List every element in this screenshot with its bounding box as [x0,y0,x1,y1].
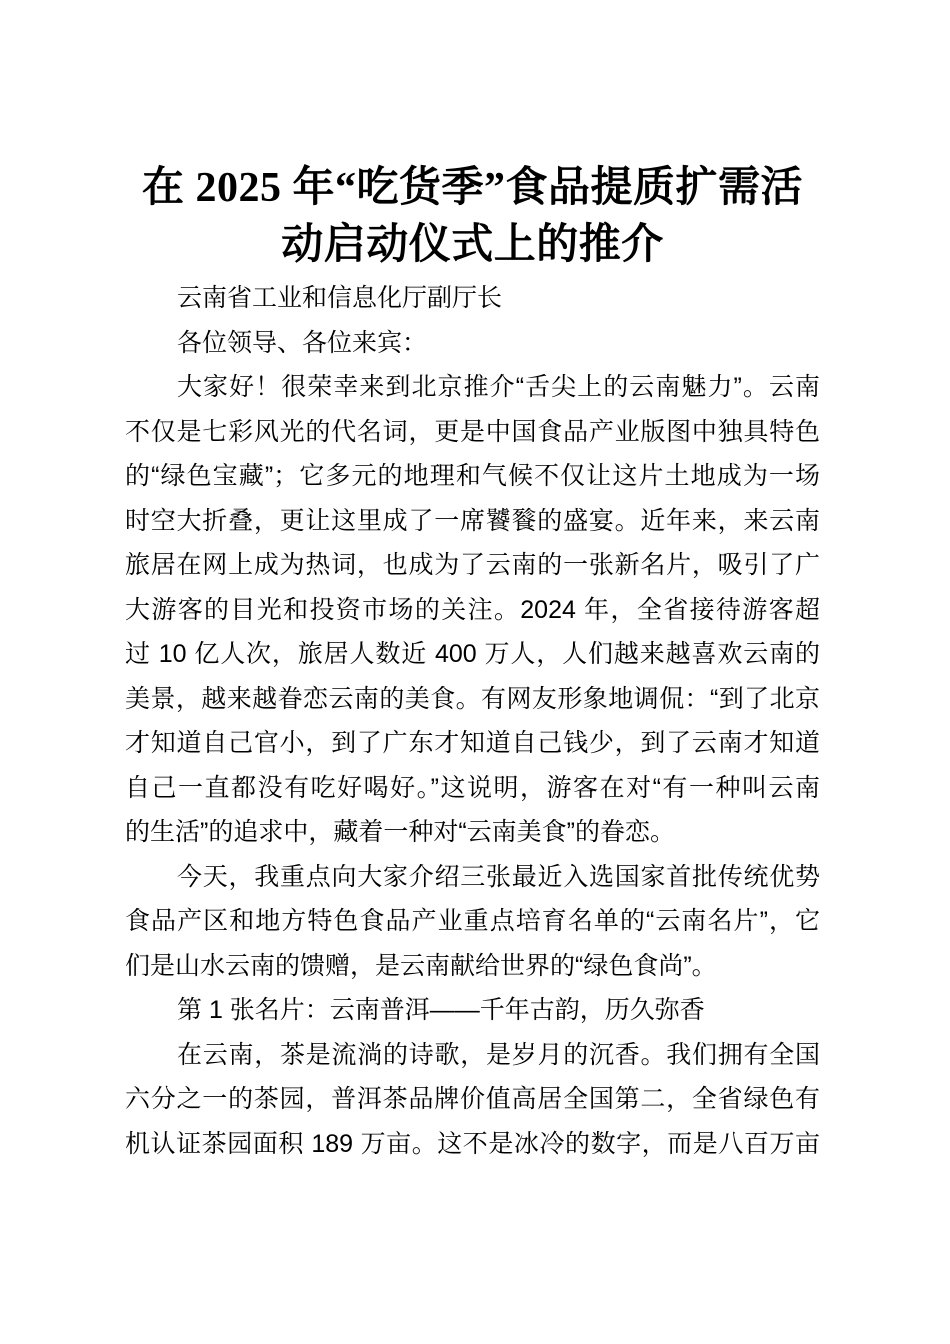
text-line: 们是山水云南的馈赠，是云南献给世界的“绿色食尚”。 [125,951,717,980]
text-line: 在云南，茶是流淌的诗歌，是岁月的沉香。我们拥有全国 [177,1040,820,1069]
text-line: 食品产区和地方特色食品产业重点培育名单的“云南名片”，它 [125,907,820,935]
document-title [125,160,820,274]
text-line: 大游客的目光和投资市场的关注。2024 年，全省接待游客超 [125,595,820,624]
text-line: 时空大折叠，更让这里成了一席饕餮的盛宴。近年来，来云南 [125,506,820,535]
text-line: 旅居在网上成为热词，也成为了云南的一张新名片，吸引了广 [125,551,820,579]
document-body [125,276,820,1166]
text-line: 六分之一的茶园，普洱茶品牌价值高居全国第二，全省绿色有 [125,1085,820,1113]
text-line: 第 1 张名片：云南普洱——千年古韵，历久弥香 [177,996,705,1024]
text-line: 的“绿色宝藏”；它多元的地理和气候不仅让这片土地成为一场 [125,462,820,490]
text-line: 今天，我重点向大家介绍三张最近入选国家首批传统优势 [177,862,820,891]
title-line-2: 动启动仪式上的推介 [281,222,664,268]
text-line: 的生活”的追求中，藏着一种对“云南美食”的眷恋。 [125,818,675,846]
text-line: 美景，越来越眷恋云南的美食。有网友形象地调侃：“到了北京 [125,684,820,713]
text-line: 大家好！很荣幸来到北京推介“舌尖上的云南魅力”。云南 [177,373,820,401]
text-line: 才知道自己官小，到了广东才知道自己钱少，到了云南才知道 [125,729,820,757]
text-line: 各位领导、各位来宾： [177,328,428,357]
title-line-1: 在 2025 年“吃货季”食品提质扩需活 [141,165,803,211]
text-line: 不仅是七彩风光的代名词，更是中国食品产业版图中独具特色 [125,417,820,446]
text-line: 云南省工业和信息化厅副厅长 [177,284,503,312]
text-line: 自己一直都没有吃好喝好。”这说明，游客在对“有一种叫云南 [125,773,820,802]
text-line: 机认证茶园面积 189 万亩。这不是冰冷的数字，而是八百万亩 [125,1129,820,1158]
document-content [125,0,820,1166]
text-line: 过 10 亿人次，旅居人数近 400 万人，人们越来越喜欢云南的 [125,640,820,668]
